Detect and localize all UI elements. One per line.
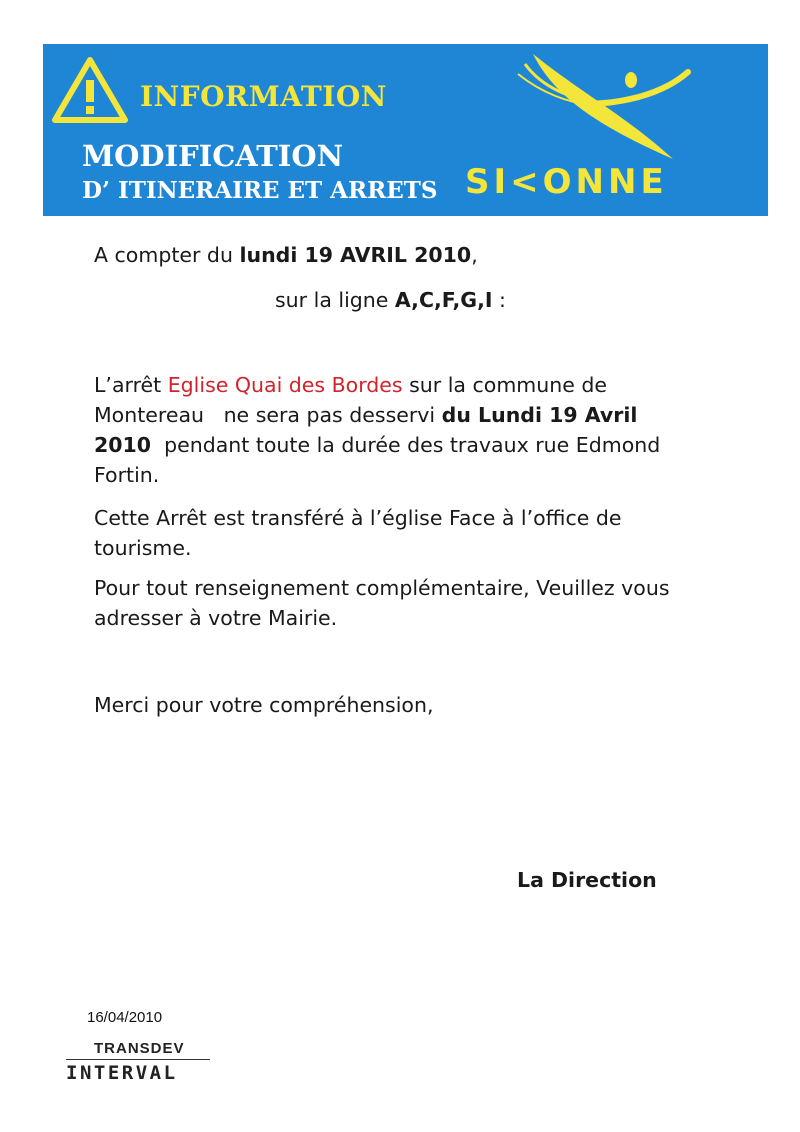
text-segment: sur la commune de xyxy=(402,373,607,397)
interval-label: INTERVAL xyxy=(66,1062,178,1084)
text-segment: Cette Arrêt est transféré à l’église Face à l’office de xyxy=(94,506,622,530)
document-date: 16/04/2010 xyxy=(87,1009,163,1026)
text-segment: tourisme. xyxy=(94,536,192,560)
transdev-label: TRANSDEV xyxy=(94,1040,185,1057)
banner-title: INFORMATION xyxy=(140,80,387,113)
text-segment: : xyxy=(492,288,506,312)
header-banner xyxy=(43,44,768,216)
banner-subheading: D’ ITINERAIRE ET ARRETS xyxy=(82,177,438,204)
brand-logo-text: SI<ONNE xyxy=(465,162,668,202)
text-segment: pendant toute la durée des travaux rue Edmond xyxy=(151,433,661,457)
effective-date-line xyxy=(94,240,478,270)
closure-date: du Lundi 19 Avril xyxy=(441,403,638,427)
closure-year: 2010 xyxy=(94,433,152,457)
transdev-logo xyxy=(66,1040,212,1086)
paragraph-stop-closure xyxy=(94,370,660,490)
text-segment: Pour tout renseignement complémentaire, Veuillez vous xyxy=(94,576,670,600)
text-segment: A compter du xyxy=(94,243,240,267)
banner-heading: MODIFICATION xyxy=(82,139,344,173)
text-segment: sur la ligne xyxy=(275,288,395,312)
bus-lines-line xyxy=(275,285,506,315)
effective-date: lundi 19 AVRIL 2010 xyxy=(239,243,472,267)
paragraph-contact xyxy=(94,573,670,633)
stop-name: Eglise Quai des Bordes xyxy=(167,373,403,397)
thanks-line: Merci pour votre compréhension, xyxy=(94,693,434,717)
text-segment: Montereau ne sera pas desservi xyxy=(94,403,442,427)
text-segment: adresser à votre Mairie. xyxy=(94,606,338,630)
logo-divider xyxy=(66,1059,210,1060)
text-segment: Fortin. xyxy=(94,463,160,487)
signature: La Direction xyxy=(517,868,657,892)
paragraph-transfer xyxy=(94,503,622,563)
warning-icon xyxy=(51,56,129,124)
text-segment: , xyxy=(471,243,478,267)
bus-lines: A,C,F,G,I xyxy=(394,288,493,312)
text-segment: L’arrêt xyxy=(94,373,168,397)
